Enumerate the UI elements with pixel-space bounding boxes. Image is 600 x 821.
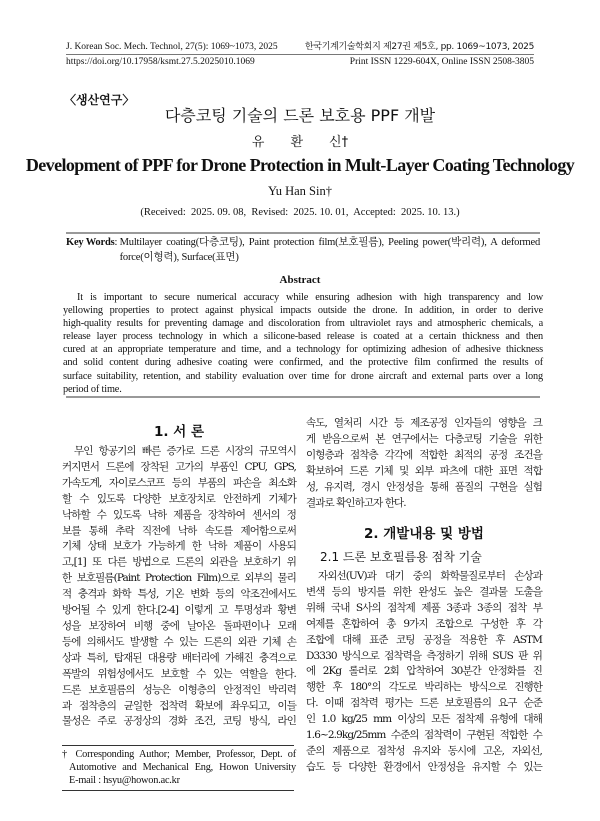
text-line: 에 2Kg 롤러로 2회 압착하여 30분간 안정화를 진 (306, 665, 542, 678)
text-line: 행한 후 180°의 각도로 박리하는 방식으로 진행한 (306, 681, 542, 694)
keywords-label: Key Words (66, 237, 115, 248)
text-line: 성을 보장하여 비행 중에 날아온 돌파편이나 모래 (62, 619, 296, 632)
text-line: 자외선(UV)과 대기 중의 화학물질로부터 손상과 (318, 570, 542, 582)
title-korean: 다층코팅 기술의 드론 보호용 PPF 개발 (164, 106, 436, 125)
text-line: 준의 제품으로 점착성 유지와 동시에 고온, 자외선, (306, 744, 542, 757)
text-line: 인 1.0 kg/25 mm 이상의 모든 점착제 유형에 대해 (306, 713, 542, 726)
footnote-top-rule (62, 745, 294, 746)
text-line: 상과 특히, 탑재된 대용량 배터리에 가해진 충격으로 (62, 651, 296, 664)
abstract-line: period of time. (63, 383, 122, 395)
text-line: 폭발의 위험성에서도 보호할 수 있는 역할을 한다. (62, 667, 296, 680)
text-line: 무인 항공기의 빠른 증가로 드론 시장의 규모역시 (74, 445, 296, 457)
author-english: Yu Han Sin† (268, 184, 332, 198)
text-line: 등에 의해서도 발생할 수 있는 드론의 외관 기체 손 (62, 635, 296, 648)
abstract-heading: Abstract (279, 274, 321, 286)
abstract-line: cured at an appropriate temperature and time, and a technology for optimizing adhesion of adhesive thickness (63, 344, 543, 356)
text-line: 성, 유지력, 경시 안정성을 통해 품질의 구현을 실험 (306, 480, 542, 493)
text-line: 낙하할 수 있도록 낙하 제품을 장착하여 센서의 정 (62, 508, 296, 521)
title-english: Development of PPF for Drone Protection in Mult-Layer Coating Technology (25, 155, 575, 175)
abstract-line: surface suitability, retention, and stability evaluation over time for drone aircraft and external parts over a long (63, 370, 543, 382)
abstract-line: It is important to secure numerical accuracy while ensuring adhesion with high transparency and low (77, 292, 543, 303)
abstract-line: high-quality results for preventing damage and discoloration from ultraviolet rays and atmospheric chemicals, a (63, 318, 543, 330)
abstract-line: yellowing properties to protect against physical impacts outside the drone. In addition, in order to derive (63, 305, 543, 317)
text-line: 속도, 열처리 시간 등 제조공정 인자들의 영향을 크 (306, 417, 542, 429)
text-line: 결과로 확인하고자 한다. (306, 496, 406, 509)
text-line: 조합에 대해 표준 코팅 공정을 적용한 후 ASTM (306, 633, 542, 646)
text-line: 습도 등 다양한 환경에서 안정성을 유지할 수 있는 (306, 760, 542, 773)
section-2-1-subheading: 2.1 드론 보호필름용 점착 기술 (320, 550, 482, 564)
text-line: 물성은 주로 공정상의 경화 조건, 코팅 방식, 라인 (62, 715, 296, 728)
keywords-line: Multilayer coating(다층코팅), Paint protection film(보호필름), Peeling power(박리력), A deformed (119, 237, 540, 248)
keywords-line: force(이형력), Surface(표면) (119, 251, 239, 263)
article-category: 〈생산연구〉 (64, 93, 135, 107)
keywords-top-rule (66, 232, 540, 234)
text-line: 가속도계, 자이로스코프 등의 부품의 파손을 최소화 (62, 476, 296, 489)
text-line: 보를 통해 추락 직전에 낙하 속도를 제어함으로써 (62, 524, 296, 537)
footnote (62, 748, 296, 787)
text-line: D3330 방식으로 점착력을 측정하기 위해 SUS 판 위 (306, 649, 542, 662)
text-line: 1.6~2.9kg/25mm 수준의 점착력이 구현된 적합한 수 (306, 729, 542, 742)
abstract-bottom-rule (66, 396, 540, 398)
abstract-body (63, 291, 543, 396)
text-line: 드론 보호필름의 성능은 이형층의 안정적인 박리력 (62, 683, 296, 696)
text-line: 적 충격과 화학 특성, 기온 변화 등의 악조건에서도 (62, 588, 296, 601)
journal-citation-en: J. Korean Soc. Mech. Technol, 27(5): 1069~1073, 2025 (66, 42, 278, 52)
footnote-line: † Corresponding Author; Member, Professor, Dept. of (62, 749, 296, 760)
journal-citation-ko: 한국기계기술학회지 제27권 제5호, pp. 1069~1073, 2025 (304, 42, 534, 52)
issn: Print ISSN 1229-604X, Online ISSN 2508-3805 (349, 57, 534, 67)
section-1-heading: 1. 서 론 (153, 424, 204, 440)
text-line: 과 점착층의 균일한 접착력 확보에 좌우되고, 이들 (62, 699, 296, 712)
text-line: 확보하여 드론 기체 및 외부 파츠에 대한 표면 적합 (306, 464, 542, 477)
text-line: 게 받음으로써 본 연구에서는 다층코팅 기술을 위한 (306, 432, 542, 445)
text-line: 고,[1] 또 다른 방법으로 드론의 외관을 보호하기 위 (62, 556, 296, 569)
section-2-body (306, 569, 542, 776)
section-1-body (62, 444, 296, 730)
text-line: 변색 등의 방지를 위한 완성도 높은 결과물 도출을 (306, 585, 542, 598)
dates: (Received: 2025. 09. 08, Revised: 2025. 10. 01, Accepted: 2025. 10. 13.) (140, 207, 460, 218)
footnote-bottom-rule (62, 790, 294, 791)
section-2-heading: 2. 개발내용 및 방법 (364, 526, 484, 542)
text-line: 기체 상태 보호가 가능하게 한 낙하 제품이 사용되 (62, 540, 296, 553)
keywords: Key Words : Multilayer coating(다층코팅), Paint protection film(보호필름), Peeling power(박리력), A deformed force(이형력), Surface(표면) (66, 236, 540, 265)
text-line: 방어될 수 있게 한다.[2-4] 이렇게 고 투명성과 황변 (62, 604, 296, 617)
abstract-line: release layer process technology in which a silicone-based release is coated at a certain thickness and then (63, 331, 543, 343)
text-line: 이형층과 점착층 각각에 적합한 최적의 공정 조건을 (306, 448, 542, 461)
text-line: 위해 국내 S사의 점착제 제품 3종과 3종의 점착 부 (306, 601, 542, 614)
text-line: 한 보호필름(Paint Protection Film)으로 외부의 물리 (62, 572, 296, 585)
footnote-email[interactable]: E-mail : hsyu@howon.ac.kr (69, 775, 180, 786)
abstract-line: and solid content during adhesive coating were confirmed, and the protective film confirmed the results of (63, 357, 543, 369)
section-1-continued (306, 416, 542, 511)
text-line: 다. 이때 점착력 평가는 드론 보호필름의 요구 순준 (306, 697, 542, 710)
text-line: 여제를 혼합하여 총 9가지 조합으로 구성한 후 각 (306, 617, 542, 630)
author-korean: 유 환 신† (251, 135, 349, 150)
text-line: 할 수 있도록 다양한 보호장치로 안전하게 기체가 (62, 492, 296, 505)
footnote-line: Automotive and Mechanical Eng, Howon University (69, 762, 296, 773)
header-rule (66, 54, 534, 55)
doi-link[interactable]: https://doi.org/10.17958/ksmt.27.5.2025010.1069 (66, 57, 255, 67)
text-line: 커지면서 드론에 장착된 고가의 부품인 CPU, GPS, (62, 460, 296, 473)
